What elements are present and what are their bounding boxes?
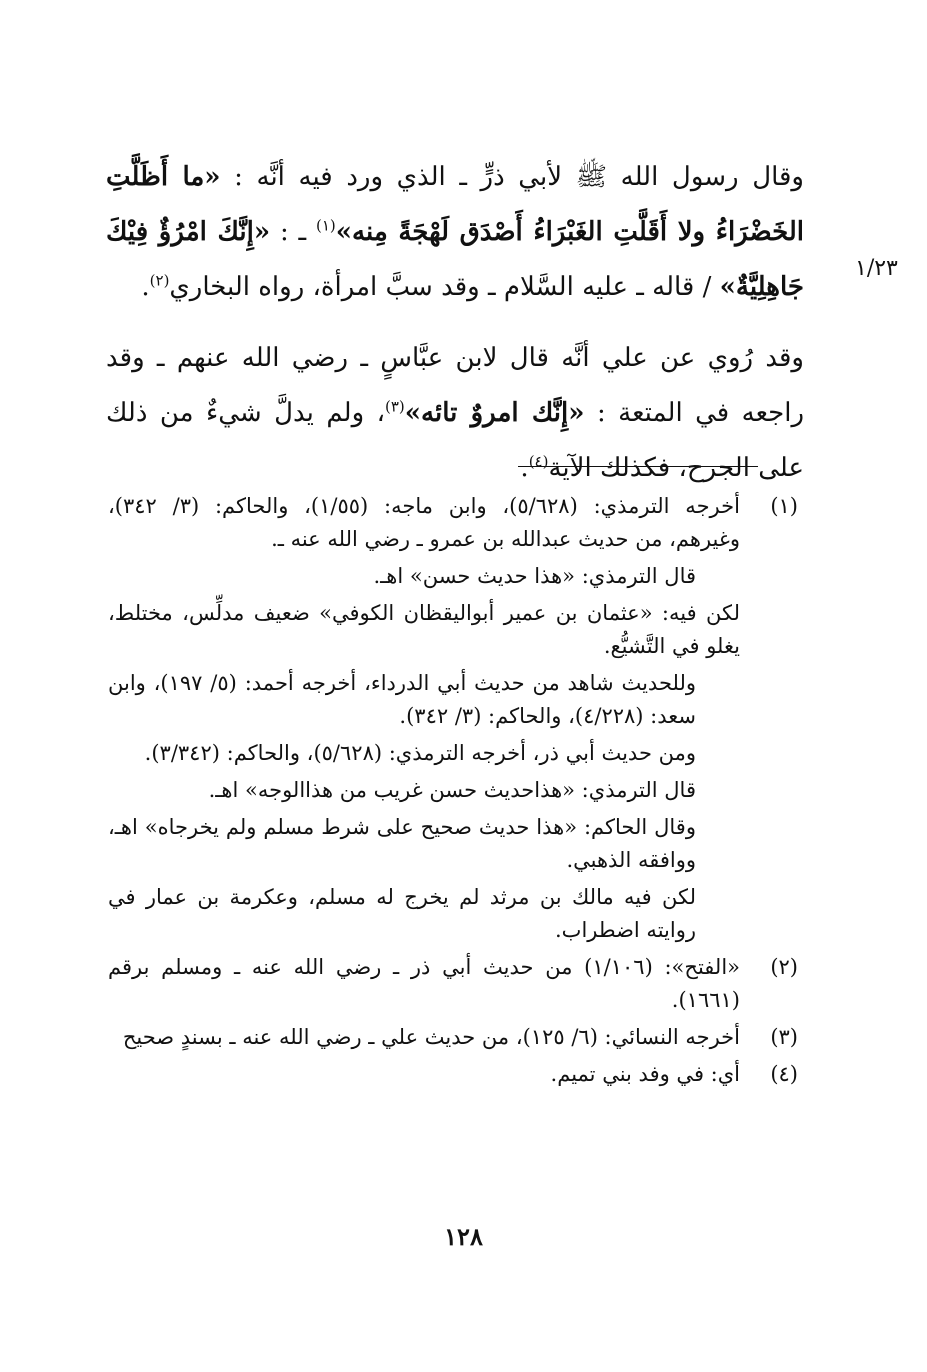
text-run: . xyxy=(141,272,150,302)
page-number: ١٢٨ xyxy=(444,1222,483,1251)
footnote-ref-1: (١) xyxy=(316,216,336,235)
footnotes xyxy=(108,490,798,1095)
footnote-ref-4: (٤) xyxy=(528,452,549,471)
marginal-reference: ١/٢٣ xyxy=(855,256,898,281)
text-run: . xyxy=(520,453,529,483)
main-paragraph-1 xyxy=(106,150,804,315)
footnote-3 xyxy=(108,1021,798,1058)
text-run: ـ : xyxy=(270,217,316,247)
text-run: وقد رُوي عن علي أنَّه قال لابن عبَّاسٍ ـ رضي الله عنهم ـ وقد راجعه في المتعة : xyxy=(106,343,804,428)
footnote-paragraph: لكن فيه مالك بن مرثد لم يخرج له مسلم، وعكرمة بن عمار في روايته اضطراب. xyxy=(108,885,696,942)
footnote-paragraph: أي: في وفد بني تميم. xyxy=(550,1062,740,1086)
footnote-body xyxy=(108,951,740,1021)
footnote-ref-2: (٢) xyxy=(149,271,170,290)
footnote-separator xyxy=(518,466,758,467)
text-run: / قاله ـ عليه السَّلام ـ وقد سبَّ امرأة، رواه البخاري xyxy=(169,272,720,302)
hadith-quote: «إِنَّك امروٌ تائه» xyxy=(404,398,585,428)
hadith-quote: «ما أَظَلَّتِ الخَضْرَاءُ ولا أَقَلَّتِ الغَبْرَاءُ أَصْدَق لَهْجَةً مِنه» xyxy=(106,162,805,247)
footnote-paragraph: وللحديث شاهد من حديث أبي الدرداء، أخرجه أحمد: (٥/ ١٩٧)، وابن سعد: (٤/٢٢٨)، والحاكم: (٣/ ٣٤٢). xyxy=(108,671,697,728)
footnote-paragraph: «الفتح»: (١/١٠٦) من حديث أبي ذر ـ رضي الله عنه ـ ومسلم برقم (١٦٦١). xyxy=(108,955,740,1012)
text-run: وقال رسول الله ﷺ لأبي ذرٍّ ـ الذي ورد فيه أنَّه : xyxy=(220,162,804,192)
footnote-number: (٣) xyxy=(770,1025,798,1049)
footnote-ref-3: (٣) xyxy=(385,397,405,416)
footnote-body xyxy=(108,1058,740,1095)
footnote-paragraph: قال الترمذي: «هذا حديث حسن» اهـ. xyxy=(373,564,696,588)
footnote-paragraph: لكن فيه: «عثمان بن عمير أبواليقظان الكوفي» ضعيف مدلِّس، مختلط، يغلو في التَّشيُّع. xyxy=(108,601,740,658)
footnote-number: (٤) xyxy=(770,1062,798,1086)
footnote-2 xyxy=(108,951,798,1021)
footnote-paragraph: أخرجه النسائي: (٦/ ١٢٥)، من حديث علي ـ رضي الله عنه ـ بسندٍ صحيح xyxy=(122,1025,740,1049)
text-run: ، ولم يدلَّ شيءٌ من ذلك على الجرح، فكذلك الآية xyxy=(106,398,804,483)
footnote-number: (٢) xyxy=(770,955,798,979)
hadith-quote: «إِنَّكَ امْرُؤٌ فِيْكَ جَاهِلِيَّةٌ» xyxy=(106,217,804,302)
footnote-body xyxy=(108,1021,740,1058)
footnote-paragraph: وقال الحاكم: «هذا حديث صحيح على شرط مسلم ولم يخرجاه» اهـ، ووافقه الذهبي. xyxy=(108,815,696,872)
footnote-paragraph: قال الترمذي: «هذاحديث حسن غريب من هذاالوجه» اهـ. xyxy=(208,778,696,802)
footnote-paragraph: أخرجه الترمذي: (٥/٦٢٨)، وابن ماجه: (١/٥٥)، والحاكم: (٣/ ٣٤٢)، وغيرهم، من حديث عبدالله بن عمرو ـ رضي الله عنه ـ. xyxy=(108,494,740,551)
footnote-number: (١) xyxy=(770,494,798,518)
footnote-paragraph: ومن حديث أبي ذر، أخرجه الترمذي: (٥/٦٢٨)، والحاكم: (٣/٣٤٢). xyxy=(144,741,696,765)
footnote-1 xyxy=(108,490,798,951)
main-text xyxy=(106,150,804,496)
main-paragraph-2 xyxy=(106,331,804,496)
footnote-4 xyxy=(108,1058,798,1095)
footnote-body xyxy=(108,490,740,951)
